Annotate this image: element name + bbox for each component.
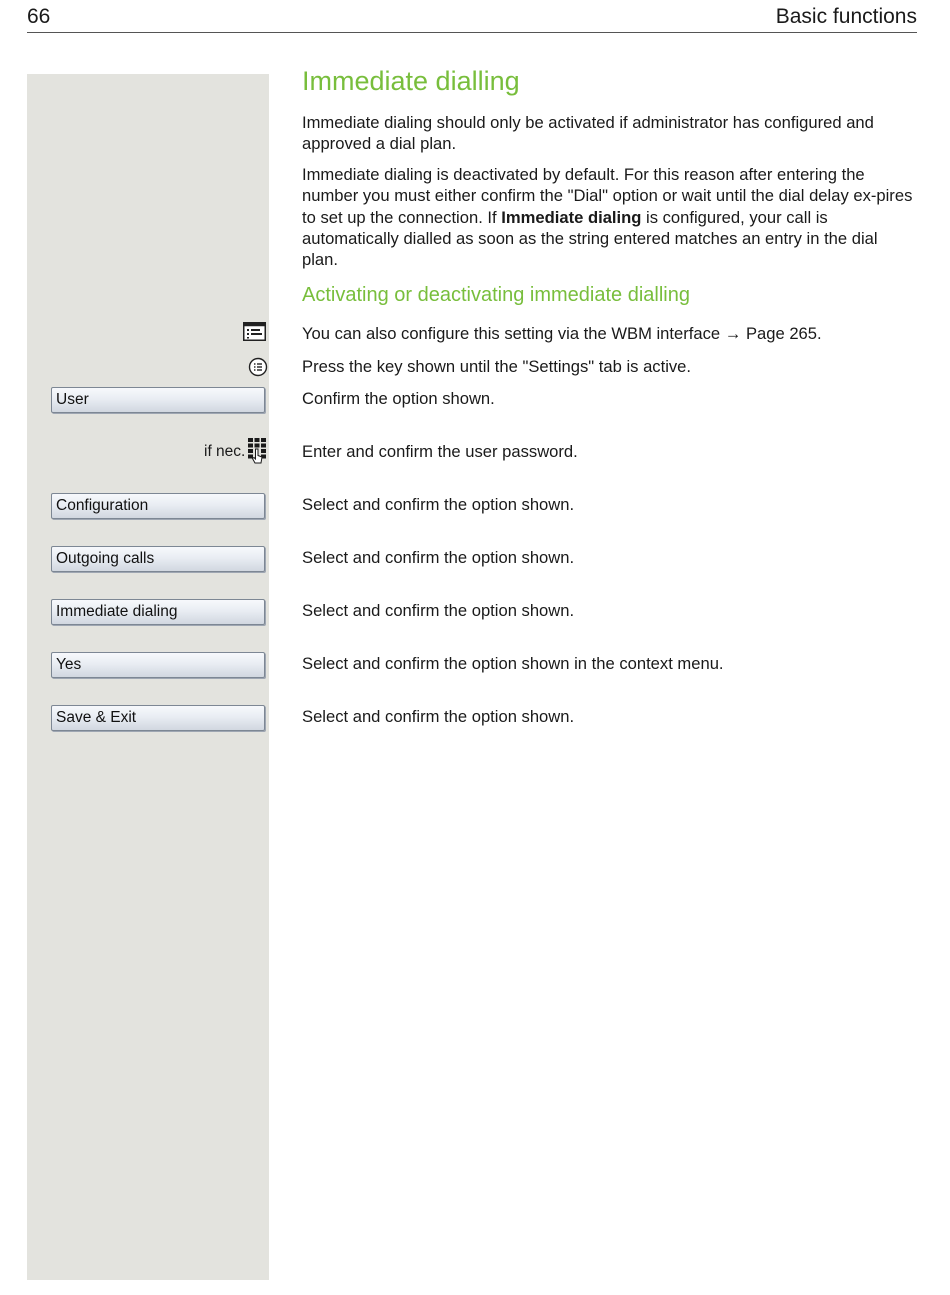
step-yes-text: Select and confirm the option shown in the context menu. <box>302 654 724 673</box>
if-nec-label: if nec. <box>204 443 246 460</box>
immediate-dialing-button[interactable]: Immediate dialing <box>51 599 265 625</box>
step-settings-text: Press the key shown until the "Settings" tab is active. <box>302 357 692 376</box>
settings-key-icon <box>248 357 268 382</box>
step-immediate-text: Select and confirm the option shown. <box>302 601 575 620</box>
section-subtitle: Activating or deactivating immediate dialling <box>302 284 690 306</box>
intro-paragraph: Immediate dialing should only be activated if administrator has configured and approved a dial plan. <box>302 113 874 154</box>
save-exit-button[interactable]: Save & Exit <box>51 705 265 731</box>
step-configuration-text: Select and confirm the option shown. <box>302 495 575 514</box>
step-outgoing-text: Select and confirm the option shown. <box>302 548 575 567</box>
wbm-interface-icon <box>243 322 266 346</box>
default-paragraph <box>302 164 917 270</box>
page-title: Immediate dialling <box>302 66 520 96</box>
step-password-text: Enter and confirm the user password. <box>302 442 578 461</box>
running-header: Basic functions <box>775 5 917 28</box>
step-save-text: Select and confirm the option shown. <box>302 707 575 726</box>
step-wbm-text: You can also configure this setting via the WBM interface → Page 265. <box>302 324 822 343</box>
yes-button[interactable]: Yes <box>51 652 265 678</box>
user-button[interactable]: User <box>51 387 265 413</box>
configuration-button[interactable]: Configuration <box>51 493 265 519</box>
outgoing-calls-button[interactable]: Outgoing calls <box>51 546 265 572</box>
step-user-text: Confirm the option shown. <box>302 389 495 408</box>
header-rule <box>27 32 917 33</box>
default-paragraph-bold: Immediate dialing <box>501 207 642 227</box>
keypad-icon <box>247 437 267 471</box>
default-paragraph-end: is configured, your call is automatically dialled as soon as the string entered matches an entry in the dial plan. <box>302 207 878 270</box>
default-paragraph-start: Immediate dialing is deactivated by default. For this reason after entering the number you must either confirm the "Dial" option or wait until the dial delay ex-pires to set up the connection. If <box>302 165 913 227</box>
page-number: 66 <box>27 5 51 28</box>
